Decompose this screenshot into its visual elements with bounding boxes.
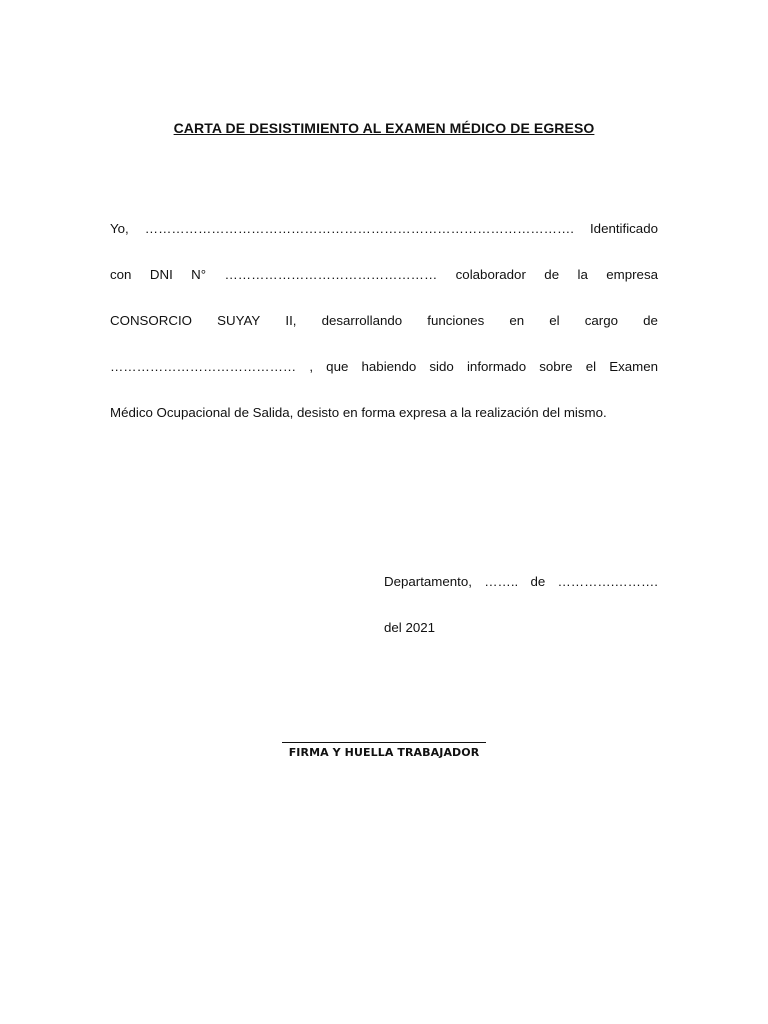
word: Examen xyxy=(609,359,658,374)
word: sobre xyxy=(539,359,573,374)
word: desarrollando xyxy=(321,313,403,328)
blank-dni: ………………………………………… xyxy=(224,267,438,282)
body-line-2 xyxy=(110,266,658,284)
place-date-line xyxy=(384,573,658,591)
word: de xyxy=(544,267,560,282)
word: II, xyxy=(285,313,297,328)
word: de xyxy=(643,313,658,328)
body-line-3 xyxy=(110,312,658,330)
word: funciones xyxy=(427,313,485,328)
word: cargo xyxy=(584,313,619,328)
word: SUYAY xyxy=(217,313,261,328)
word: el xyxy=(549,313,560,328)
word: sido xyxy=(429,359,454,374)
word: de xyxy=(530,574,546,589)
word: empresa xyxy=(606,267,658,282)
body-line-1 xyxy=(110,220,658,238)
signature-line xyxy=(282,742,486,743)
word: CONSORCIO xyxy=(110,313,193,328)
word: la xyxy=(577,267,588,282)
blank-cargo: …………………………………… xyxy=(110,359,297,374)
word: Identificado xyxy=(589,221,658,236)
word: con xyxy=(110,267,132,282)
blank-month: ………….………. xyxy=(557,574,658,589)
word: , xyxy=(309,359,314,374)
word: colaborador xyxy=(455,267,526,282)
word: habiendo xyxy=(361,359,417,374)
blank-day: …….. xyxy=(484,574,519,589)
word: informado xyxy=(466,359,527,374)
word: el xyxy=(585,359,597,374)
word: N° xyxy=(191,267,207,282)
signature-label: FIRMA Y HUELLA TRABAJADOR xyxy=(288,746,480,759)
word: que xyxy=(326,359,349,374)
word: en xyxy=(509,313,525,328)
word: Departamento, xyxy=(384,574,472,589)
body-line-4 xyxy=(110,358,658,376)
year-line: del 2021 xyxy=(384,620,436,635)
body-line-5: Médico Ocupacional de Salida, desisto en forma expresa a la realización del mismo. xyxy=(110,405,607,420)
blank-name: ……………………………………………………………………………………. xyxy=(144,221,574,236)
document-title: CARTA DE DESISTIMIENTO AL EXAMEN MÉDICO DE EGRESO xyxy=(173,120,595,136)
word: Yo, xyxy=(110,221,129,236)
word: DNI xyxy=(149,267,173,282)
